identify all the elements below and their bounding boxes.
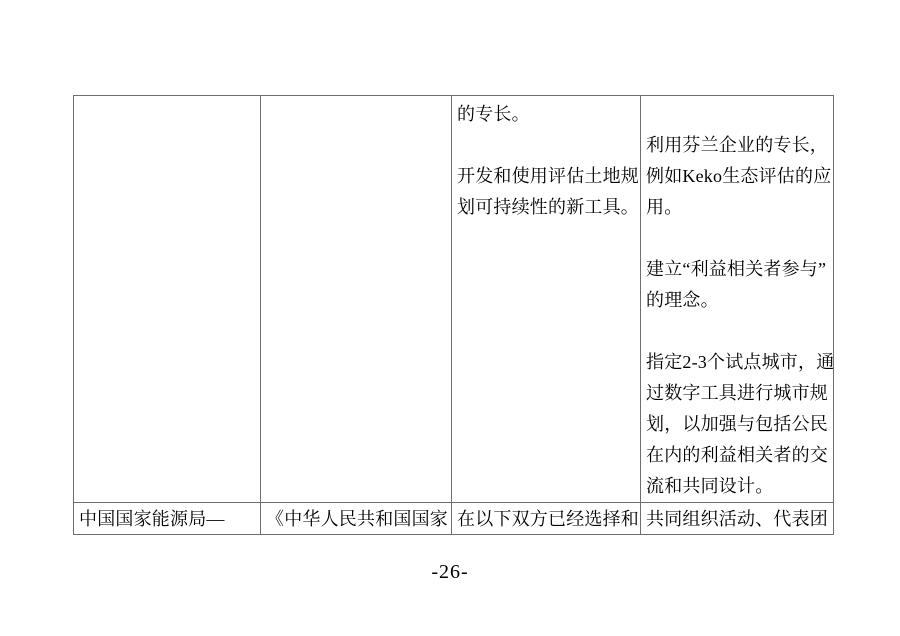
text-line: 划，以加强与包括公民 (646, 414, 828, 434)
cell-row1-col1 (74, 96, 261, 503)
text-line: 划可持续性的新工具。 (457, 197, 639, 217)
page-number: -26- (431, 561, 469, 583)
text-line (646, 99, 831, 130)
cell-row1-col3 (452, 96, 641, 503)
text-line (646, 316, 831, 347)
cell-content (79, 504, 258, 534)
cell-content (266, 504, 449, 534)
cell-row2-col3 (452, 503, 641, 535)
cell-content (646, 99, 835, 502)
cell-row1-col4 (641, 96, 834, 503)
text-line: 流和共同设计。 (646, 476, 774, 496)
text-line: 建立“利益相关者参与” (646, 259, 827, 279)
text-line: 开发和使用评估土地规 (457, 166, 639, 186)
text-line: 中国国家能源局— (79, 508, 225, 529)
text-line: 过数字工具进行城市规 (646, 383, 828, 403)
text-line: 在内的利益相关者的交 (646, 445, 828, 465)
text-line: 《中华人民共和国国家 (266, 508, 448, 529)
text-line: 的专长。 (457, 104, 530, 124)
text-line (457, 130, 638, 161)
cell-row1-col2 (261, 96, 452, 503)
cell-row2-col1 (74, 503, 261, 535)
text-line: 指定2-3个试点城市，通 (646, 352, 835, 372)
cell-content (457, 99, 638, 223)
text-line: 利用芬兰企业的专长， (646, 135, 828, 155)
cell-row2-col4 (641, 503, 834, 535)
table-row (74, 503, 834, 535)
text-line: 共同组织活动、代表团 (646, 508, 828, 529)
text-line: 例如Keko生态评估的应 (646, 166, 832, 186)
text-line: 的理念。 (646, 290, 719, 310)
table-row (74, 96, 834, 503)
cell-content (646, 504, 831, 534)
text-line: 在以下双方已经选择和 (457, 508, 639, 529)
text-line (646, 223, 831, 254)
cell-content (457, 504, 638, 534)
text-line: 用。 (646, 197, 683, 217)
cooperation-table (73, 95, 834, 535)
cell-row2-col2 (261, 503, 452, 535)
